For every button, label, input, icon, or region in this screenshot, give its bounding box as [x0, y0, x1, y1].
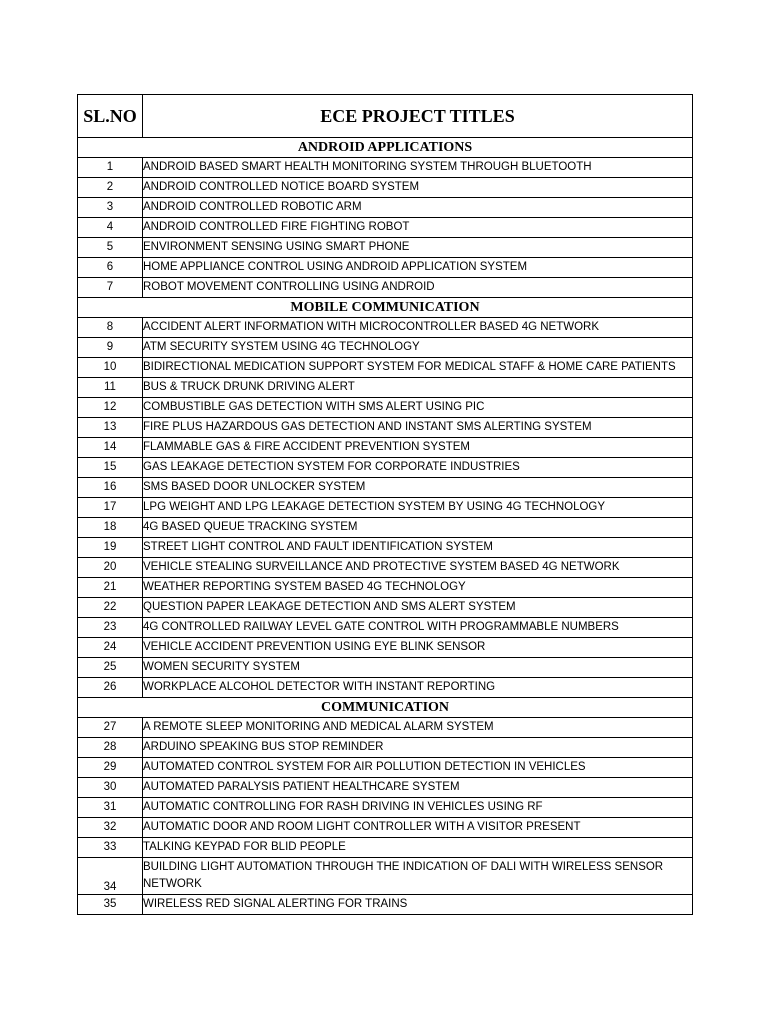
project-title-cell: AUTOMATED PARALYSIS PATIENT HEALTHCARE SYSTEM [143, 778, 693, 798]
table-row [78, 798, 693, 818]
project-title-cell: BUILDING LIGHT AUTOMATION THROUGH THE INDICATION OF DALI WITH WIRELESS SENSOR NETWORK [143, 858, 693, 895]
table-row [78, 738, 693, 758]
project-title-cell: VEHICLE ACCIDENT PREVENTION USING EYE BLINK SENSOR [143, 638, 693, 658]
project-title-cell: ANDROID CONTROLLED FIRE FIGHTING ROBOT [143, 218, 693, 238]
project-title-cell: STREET LIGHT CONTROL AND FAULT IDENTIFICATION SYSTEM [143, 538, 693, 558]
serial-number-cell: 4 [78, 218, 143, 238]
serial-number-cell: 33 [78, 838, 143, 858]
table-row [78, 858, 693, 895]
table-row [78, 718, 693, 738]
project-titles-header: ECE PROJECT TITLES [143, 95, 693, 138]
serial-number-cell: 11 [78, 378, 143, 398]
project-title-cell: HOME APPLIANCE CONTROL USING ANDROID APPLICATION SYSTEM [143, 258, 693, 278]
table-row [78, 578, 693, 598]
project-title-cell: SMS BASED DOOR UNLOCKER SYSTEM [143, 478, 693, 498]
project-title-cell: 4G CONTROLLED RAILWAY LEVEL GATE CONTROL WITH PROGRAMMABLE NUMBERS [143, 618, 693, 638]
table-row [78, 158, 693, 178]
table-row [78, 678, 693, 698]
project-titles-table [77, 94, 693, 915]
serial-number-cell: 13 [78, 418, 143, 438]
table-row [78, 658, 693, 678]
table-row [78, 318, 693, 338]
project-title-cell: ARDUINO SPEAKING BUS STOP REMINDER [143, 738, 693, 758]
project-title-cell: FIRE PLUS HAZARDOUS GAS DETECTION AND INSTANT SMS ALERTING SYSTEM [143, 418, 693, 438]
project-title-cell: ANDROID CONTROLLED ROBOTIC ARM [143, 198, 693, 218]
table-row [78, 618, 693, 638]
table-row [78, 338, 693, 358]
serial-number-cell: 27 [78, 718, 143, 738]
table-body [78, 138, 693, 915]
serial-number-cell: 26 [78, 678, 143, 698]
serial-number-cell: 22 [78, 598, 143, 618]
table-row [78, 278, 693, 298]
serial-number-cell: 16 [78, 478, 143, 498]
serial-number-cell: 19 [78, 538, 143, 558]
table-row [78, 378, 693, 398]
project-title-cell: ANDROID BASED SMART HEALTH MONITORING SYSTEM THROUGH BLUETOOTH [143, 158, 693, 178]
section-header-row [78, 138, 693, 158]
project-title-cell: WEATHER REPORTING SYSTEM BASED 4G TECHNOLOGY [143, 578, 693, 598]
section-header-row [78, 698, 693, 718]
project-title-cell: ACCIDENT ALERT INFORMATION WITH MICROCONTROLLER BASED 4G NETWORK [143, 318, 693, 338]
table-row [78, 178, 693, 198]
table-row [78, 458, 693, 478]
project-title-cell: ROBOT MOVEMENT CONTROLLING USING ANDROID [143, 278, 693, 298]
project-title-cell: AUTOMATIC DOOR AND ROOM LIGHT CONTROLLER WITH A VISITOR PRESENT [143, 818, 693, 838]
serial-number-cell: 10 [78, 358, 143, 378]
serial-number-cell: 20 [78, 558, 143, 578]
section-title: MOBILE COMMUNICATION [78, 298, 693, 318]
project-title-cell: COMBUSTIBLE GAS DETECTION WITH SMS ALERT USING PIC [143, 398, 693, 418]
table-row [78, 238, 693, 258]
table-row [78, 538, 693, 558]
serial-number-cell: 8 [78, 318, 143, 338]
table-row [78, 438, 693, 458]
table-row [78, 258, 693, 278]
serial-number-cell: 1 [78, 158, 143, 178]
serial-number-cell: 6 [78, 258, 143, 278]
project-title-cell: GAS LEAKAGE DETECTION SYSTEM FOR CORPORATE INDUSTRIES [143, 458, 693, 478]
serial-number-cell: 2 [78, 178, 143, 198]
table-row [78, 398, 693, 418]
table-row [78, 778, 693, 798]
table-row [78, 758, 693, 778]
project-title-cell: 4G BASED QUEUE TRACKING SYSTEM [143, 518, 693, 538]
serial-number-cell: 17 [78, 498, 143, 518]
project-title-cell: WOMEN SECURITY SYSTEM [143, 658, 693, 678]
table-row [78, 498, 693, 518]
serial-number-cell: 3 [78, 198, 143, 218]
project-title-cell: TALKING KEYPAD FOR BLID PEOPLE [143, 838, 693, 858]
project-title-cell: WIRELESS RED SIGNAL ALERTING FOR TRAINS [143, 895, 693, 915]
serial-number-cell: 29 [78, 758, 143, 778]
serial-number-cell: 32 [78, 818, 143, 838]
project-title-cell: QUESTION PAPER LEAKAGE DETECTION AND SMS ALERT SYSTEM [143, 598, 693, 618]
table-row [78, 598, 693, 618]
project-title-cell: WORKPLACE ALCOHOL DETECTOR WITH INSTANT REPORTING [143, 678, 693, 698]
serial-number-cell: 25 [78, 658, 143, 678]
project-title-cell: AUTOMATIC CONTROLLING FOR RASH DRIVING IN VEHICLES USING RF [143, 798, 693, 818]
project-title-cell: LPG WEIGHT AND LPG LEAKAGE DETECTION SYSTEM BY USING 4G TECHNOLOGY [143, 498, 693, 518]
serial-number-cell: 18 [78, 518, 143, 538]
serial-number-cell: 34 [78, 858, 143, 895]
serial-number-cell: 35 [78, 895, 143, 915]
serial-number-cell: 5 [78, 238, 143, 258]
section-header-row [78, 298, 693, 318]
table-row [78, 218, 693, 238]
serial-number-cell: 30 [78, 778, 143, 798]
project-title-cell: BIDIRECTIONAL MEDICATION SUPPORT SYSTEM FOR MEDICAL STAFF & HOME CARE PATIENTS [143, 358, 693, 378]
project-title-cell: AUTOMATED CONTROL SYSTEM FOR AIR POLLUTION DETECTION IN VEHICLES [143, 758, 693, 778]
table-row [78, 818, 693, 838]
project-title-cell: ENVIRONMENT SENSING USING SMART PHONE [143, 238, 693, 258]
section-title: COMMUNICATION [78, 698, 693, 718]
sl-no-header: SL.NO [78, 95, 143, 138]
serial-number-cell: 9 [78, 338, 143, 358]
project-title-cell: A REMOTE SLEEP MONITORING AND MEDICAL ALARM SYSTEM [143, 718, 693, 738]
project-title-cell: ANDROID CONTROLLED NOTICE BOARD SYSTEM [143, 178, 693, 198]
project-title-cell: BUS & TRUCK DRUNK DRIVING ALERT [143, 378, 693, 398]
table-row [78, 558, 693, 578]
table-row [78, 478, 693, 498]
serial-number-cell: 31 [78, 798, 143, 818]
table-row [78, 518, 693, 538]
serial-number-cell: 14 [78, 438, 143, 458]
serial-number-cell: 15 [78, 458, 143, 478]
project-title-cell: VEHICLE STEALING SURVEILLANCE AND PROTECTIVE SYSTEM BASED 4G NETWORK [143, 558, 693, 578]
table-row [78, 895, 693, 915]
table-row [78, 418, 693, 438]
table-row [78, 638, 693, 658]
serial-number-cell: 7 [78, 278, 143, 298]
table-row [78, 198, 693, 218]
table-header-row [78, 95, 693, 138]
table-row [78, 358, 693, 378]
project-title-cell: FLAMMABLE GAS & FIRE ACCIDENT PREVENTION SYSTEM [143, 438, 693, 458]
project-title-cell: ATM SECURITY SYSTEM USING 4G TECHNOLOGY [143, 338, 693, 358]
table-row [78, 838, 693, 858]
serial-number-cell: 24 [78, 638, 143, 658]
section-title: ANDROID APPLICATIONS [78, 138, 693, 158]
serial-number-cell: 28 [78, 738, 143, 758]
serial-number-cell: 21 [78, 578, 143, 598]
serial-number-cell: 12 [78, 398, 143, 418]
serial-number-cell: 23 [78, 618, 143, 638]
